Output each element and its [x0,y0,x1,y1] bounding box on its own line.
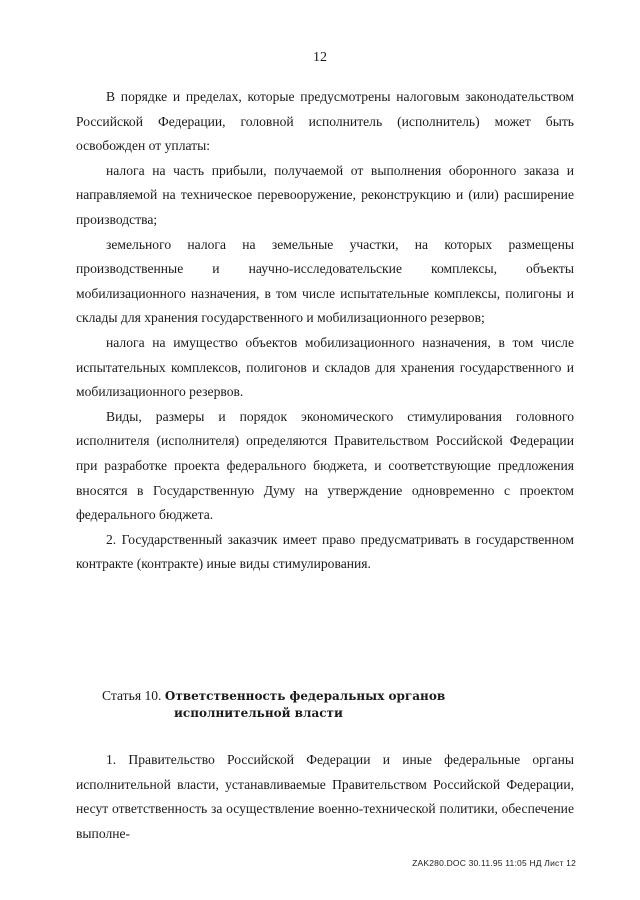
document-body-continued [76,748,574,846]
paragraph: налога на имущество объектов мобилизационного назначения, в том числе испытательных комплексов, полигонов и складов для хранения государственного и мобилизационного резервов. [76,334,574,400]
paragraph: 2. Государственный заказчик имеет право предусматривать в государственном контракте (контракте) иные виды стимулирования. [76,531,574,572]
paragraph: налога на часть прибыли, получаемой от выполнения оборонного заказа и направляемой на техническое перевооружение, реконструкцию и (или) расширение производства; [76,162,574,227]
paragraph: 1. Правительство Российской Федерации и иные федеральные органы исполнительной власти, устанавливаемые Правительством Российской Федерации, несут ответственность за осуществление военно-технической политики, обеспечение выполне- [76,752,574,841]
page-number: 12 [313,50,327,65]
article-label: Статья 10. [102,688,162,703]
paragraph: В порядке и пределах, которые предусмотрены налоговым законодательством Российской Федерации, головной исполнитель (исполнитель) может быть освобожден от уплаты: [76,89,574,154]
document-footer: ZAK280.DOC 30.11.95 11:05 НД Лист 12 [412,858,576,868]
article-title-line1: Ответственность федеральных органов [164,689,446,703]
document-body [76,85,574,577]
paragraph: Виды, размеры и порядок экономического стимулирования головного исполнителя (исполнителя) определяются Правительством Российской Федерации при разработке проекта федерального бюджета, и соответствующие предложения вносятся в Государственную Думу на утверждение одновременно с проектом федерального бюджета. [76,408,574,523]
article-heading [102,687,445,722]
paragraph: земельного налога на земельные участки, на которых размещены производственные и научно-исследовательские комплексы, объекты мобилизационного назначения, в том числе испытательные комплексы, полигоны и склады для хранения государственного и мобилизационного резервов; [76,236,574,326]
article-title-line2: исполнительной власти [174,706,343,720]
